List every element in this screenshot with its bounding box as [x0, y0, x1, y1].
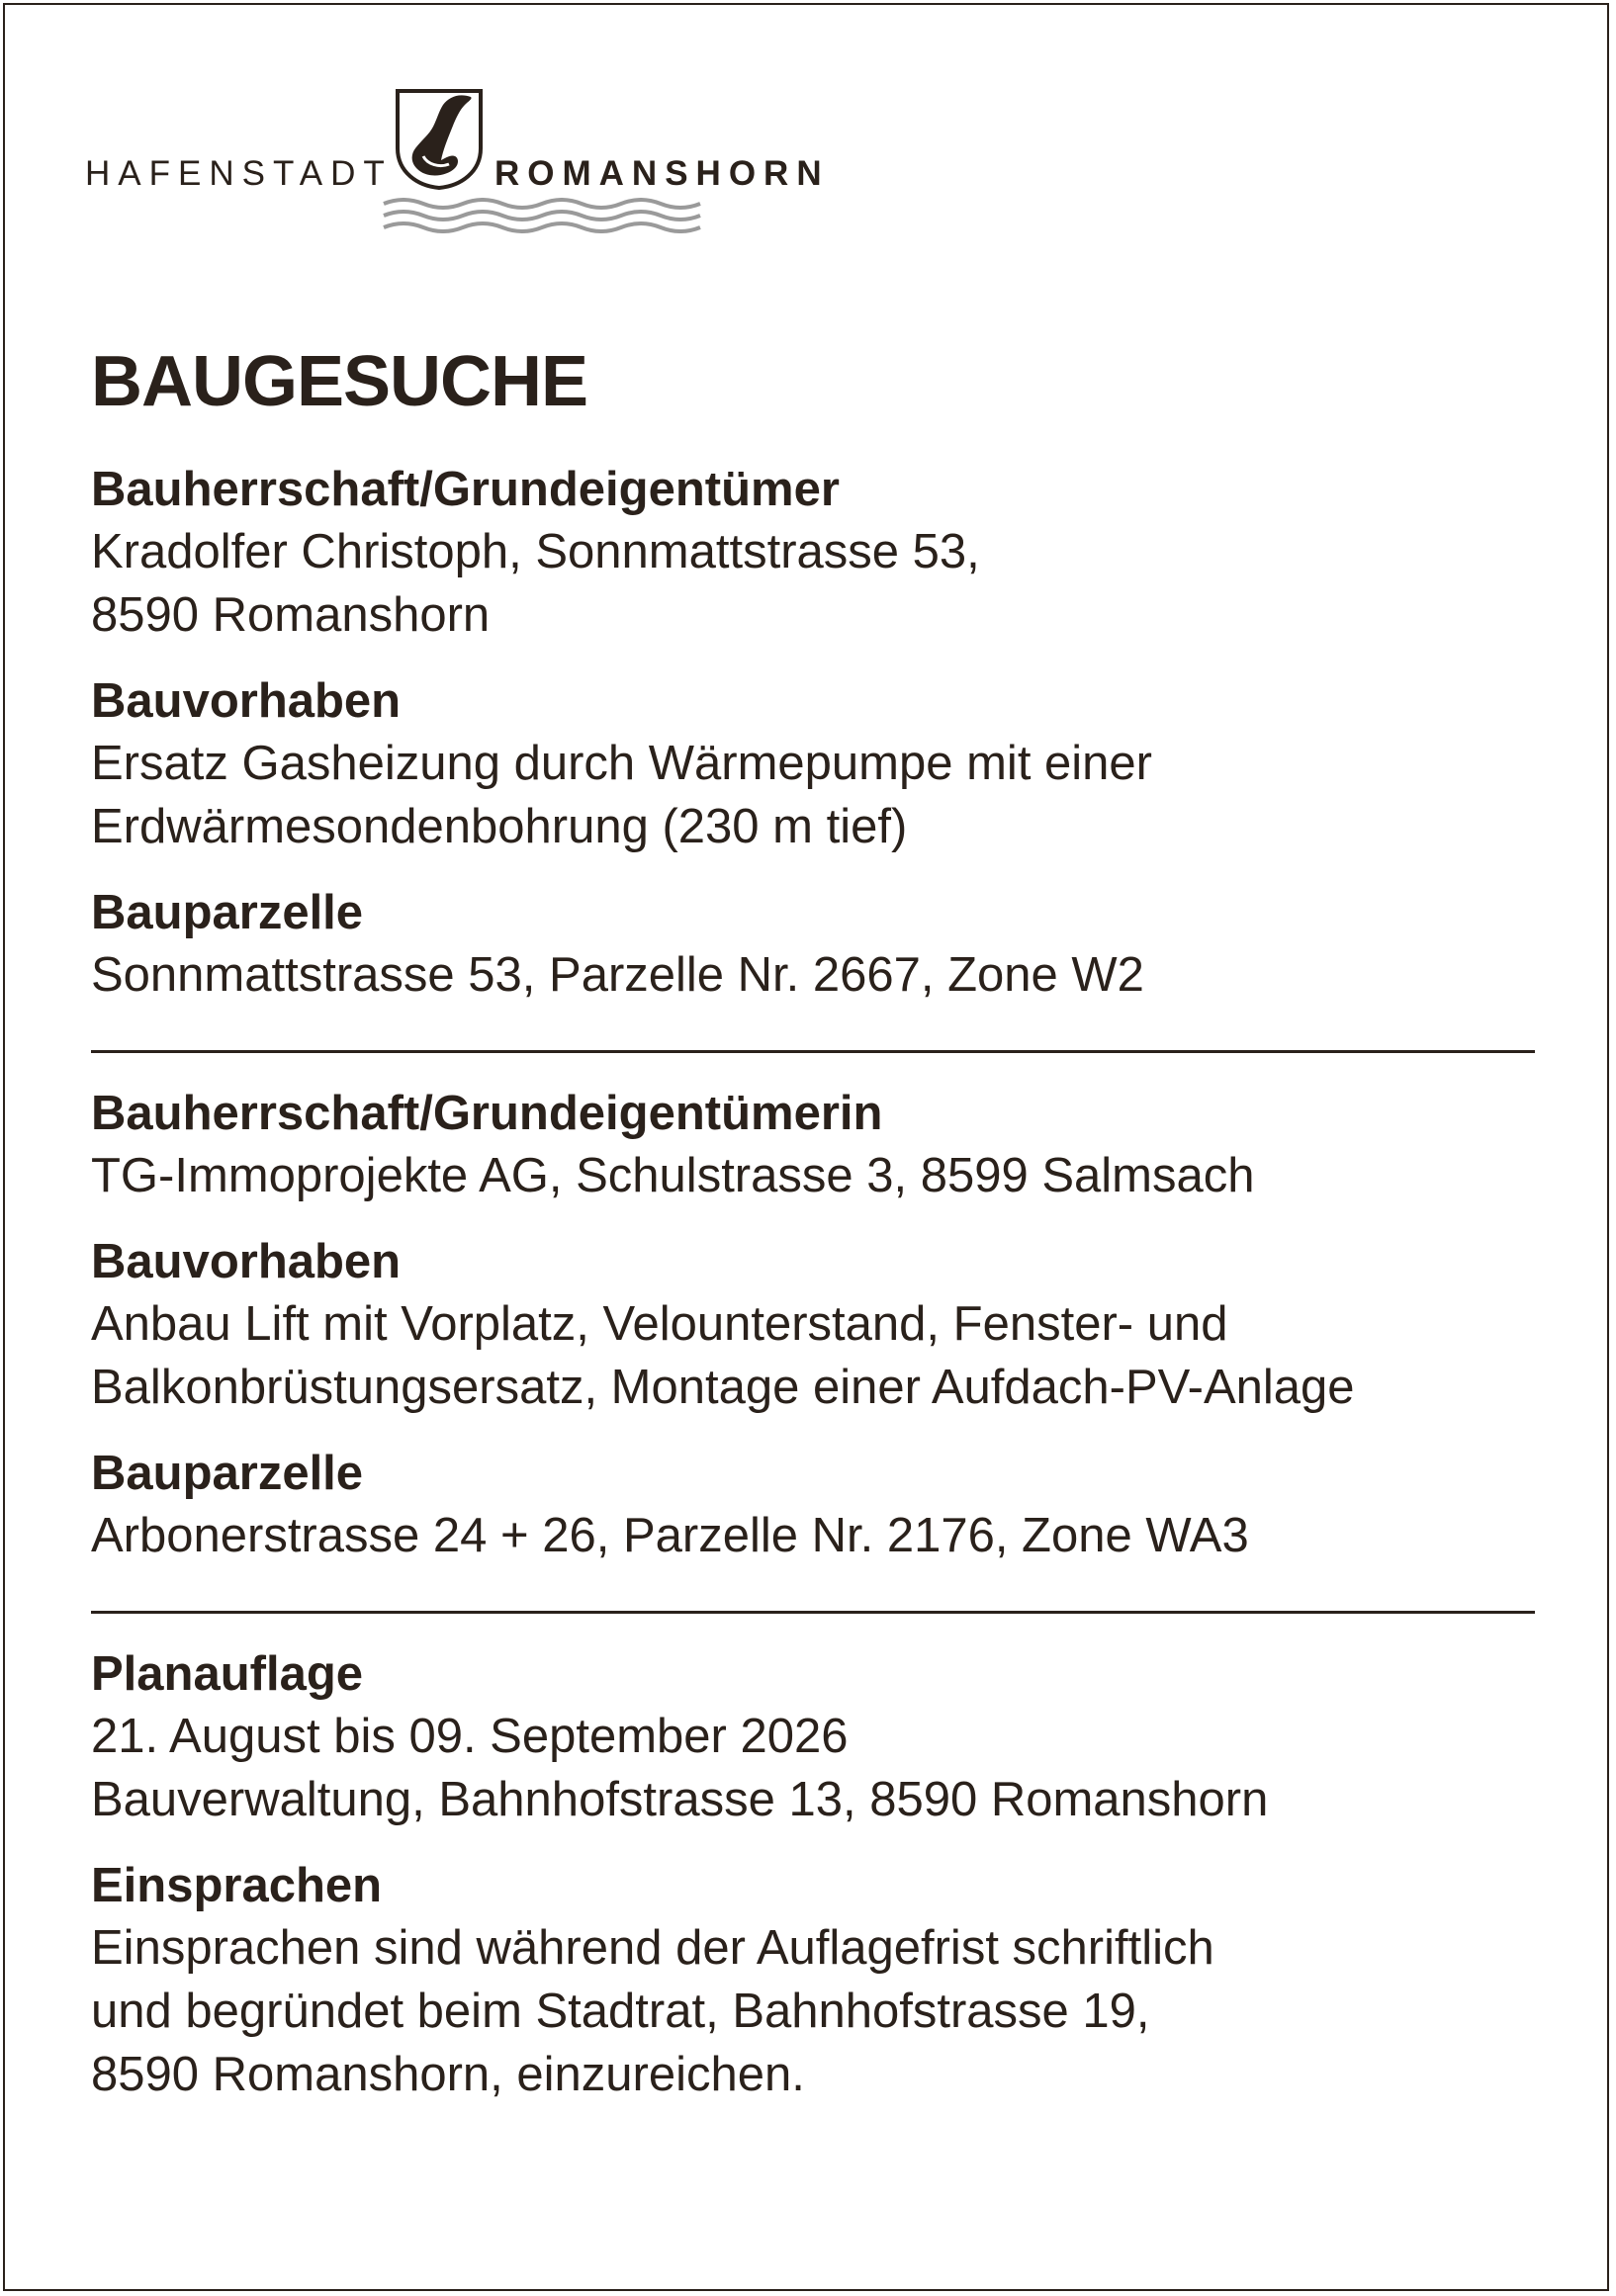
municipality-logo [85, 87, 876, 235]
objections-text-line: Einsprachen sind während der Auflagefrist schriftlich [91, 1921, 1214, 1975]
parcel-label: Bauparzelle [91, 886, 364, 939]
objections-text-line: 8590 Romanshorn, einzureichen. [91, 2048, 805, 2101]
owner-label: Bauherrschaft/Grundeigentümer [91, 463, 840, 516]
notice-content [91, 340, 1535, 2106]
application-1 [91, 459, 1535, 1007]
project-description-line: Balkonbrüstungsersatz, Montage einer Aufdach-PV-Anlage [91, 1361, 1355, 1414]
owner-label: Bauherrschaft/Grundeigentümerin [91, 1087, 883, 1140]
owner-address: TG-Immoprojekte AG, Schulstrasse 3, 8599 Salmsach [91, 1149, 1255, 1202]
project-description-line: Anbau Lift mit Vorplatz, Velounterstand, Fenster- und [91, 1297, 1228, 1351]
plan-display-label: Planauflage [91, 1647, 364, 1701]
logo-text-hafenstadt: HAFENSTADT [85, 154, 393, 193]
project-label: Bauvorhaben [91, 674, 402, 728]
project-description-line: Ersatz Gasheizung durch Wärmepumpe mit einer [91, 737, 1152, 790]
project-description-line: Erdwärmesondenbohrung (230 m tief) [91, 800, 908, 853]
horn-crest-icon [394, 87, 485, 190]
parcel-details: Arbonerstrasse 24 + 26, Parzelle Nr. 2176, Zone WA3 [91, 1509, 1249, 1562]
public-display-info [91, 1643, 1535, 2106]
page-title: BAUGESUCHE [91, 342, 588, 421]
application-2 [91, 1083, 1535, 1567]
parcel-details: Sonnmattstrasse 53, Parzelle Nr. 2667, Zone W2 [91, 948, 1144, 1002]
lake-waves-icon [382, 198, 710, 233]
objections-label: Einsprachen [91, 1859, 383, 1912]
project-label: Bauvorhaben [91, 1235, 402, 1288]
plan-display-location: Bauverwaltung, Bahnhofstrasse 13, 8590 Romanshorn [91, 1773, 1269, 1826]
logo-text-romanshorn: ROMANSHORN [494, 154, 830, 193]
owner-city: 8590 Romanshorn [91, 588, 491, 642]
section-divider [91, 1611, 1535, 1614]
owner-address: Kradolfer Christoph, Sonnmattstrasse 53, [91, 525, 980, 578]
objections-text-line: und begründet beim Stadtrat, Bahnhofstrasse 19, [91, 1985, 1150, 2038]
plan-display-dates: 21. August bis 09. September 2026 [91, 1710, 849, 1763]
parcel-label: Bauparzelle [91, 1447, 364, 1500]
section-divider [91, 1050, 1535, 1053]
